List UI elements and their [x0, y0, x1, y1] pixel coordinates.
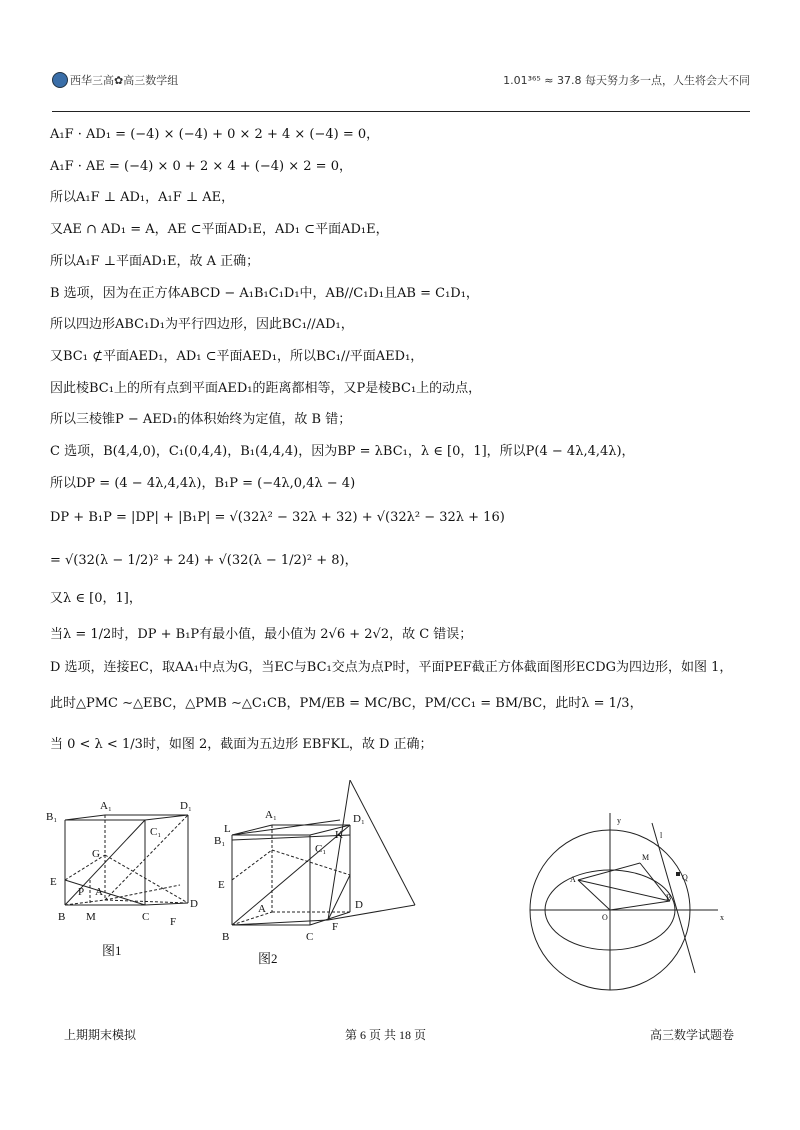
fig1-label: B [58, 911, 66, 923]
text-line: 又AE ∩ AD₁ = A，AE ⊂平面AD₁E，AD₁ ⊂平面AD₁E， [50, 222, 389, 237]
header-rule [52, 111, 750, 112]
text-line: 当λ = 1/2时，DP + B₁P有最小值，最小值为 2√6 + 2√2，故 C 错误； [50, 627, 473, 642]
fig1-label: D₁ [180, 800, 192, 812]
fig2-label: D₁ [353, 813, 365, 825]
text-line: 所以A₁F ⊥平面AD₁E，故 A 正确； [50, 254, 260, 269]
fig1-caption: 图1 [102, 943, 122, 958]
point-q-marker [676, 872, 680, 876]
fig2-label: C₁ [315, 843, 327, 855]
text-line: 因此棱BC₁上的所有点到平面AED₁的距离都相等，又P是棱BC₁上的动点， [50, 381, 482, 396]
text-line: 当 0 < λ < 1/3时，如图 2，截面为五边形 EBFKL，故 D 正确； [50, 737, 433, 752]
text-line: B 选项，因为在正方体ABCD − A₁B₁C₁D₁中，AB//C₁D₁且AB = C₁D₁， [50, 286, 479, 301]
footer-right: 高三数学试题卷 [650, 1028, 735, 1042]
fig2-label: B₁ [214, 835, 226, 847]
fig1-label: P [78, 886, 85, 898]
page-header [52, 72, 750, 94]
fig1-label: F [170, 916, 177, 928]
fig2-label: A [258, 903, 266, 915]
text-line: A₁F · AE = (−4) × 0 + 2 × 4 + (−4) × 2 = 0， [50, 159, 352, 174]
text-line: C 选项，B(4,4,0)，C₁(0,4,4)，B₁(4,4,4)，因为BP = λBC₁，λ ∈ [0，1]，所以P(4 − 4λ,4,4λ)， [50, 444, 635, 459]
fig2-label: K [335, 829, 343, 841]
fig2-label: L [224, 823, 231, 835]
figure-2-cube [210, 780, 430, 980]
fig1-label: E [50, 876, 57, 888]
fig1-label: C₁ [150, 826, 162, 838]
fig2-label: E [218, 879, 225, 891]
text-line: A₁F · AD₁ = (−4) × (−4) + 0 × 2 + 4 × (−4) = 0， [50, 127, 380, 142]
text-line: D 选项，连接EC，取AA₁中点为G，当EC与BC₁交点为点P时，平面PEF截正方体截面图形ECDG为四边形，如图 1， [50, 660, 733, 675]
fig1-label: A [95, 886, 103, 898]
text-line: 所以DP = (4 − 4λ,4,4λ)，B₁P = (−4λ,0,4λ − 4) [50, 476, 356, 491]
fig2-label: A₁ [265, 809, 277, 821]
fig3-label: B [666, 893, 672, 902]
footer-left: 上期期末模拟 [64, 1028, 137, 1042]
fig3-label: y [617, 816, 621, 825]
header-school: 西华三高✿高三数学组 [70, 74, 179, 87]
fig3-label: A [570, 875, 576, 884]
fig3-label: O [602, 913, 608, 922]
text-line: 此时△PMC ∼△EBC，△PMB ∼△C₁CB，PM/EB = MC/BC，PM/CC₁ = BM/BC，此时λ = 1/3， [50, 696, 643, 711]
header-motto: 1.01³⁶⁵ ≈ 37.8 每天努力多一点，人生将会大不同 [503, 74, 750, 87]
fig1-label: C [142, 911, 150, 923]
fig2-caption: 图2 [258, 951, 278, 966]
fig2-label: F [332, 921, 339, 933]
text-line: 所以三棱锥P − AED₁的体积始终为定值，故 B 错； [50, 412, 352, 427]
fig1-label: M [86, 911, 96, 923]
school-logo-icon [52, 72, 68, 88]
fig1-label: B₁ [46, 811, 58, 823]
fig3-label: Q [682, 873, 688, 882]
fig2-label: C [306, 931, 314, 943]
fig1-label: G [92, 848, 100, 860]
text-line: 又λ ∈ [0，1]， [50, 591, 142, 606]
text-line: 又BC₁ ⊄平面AED₁，AD₁ ⊂平面AED₁，所以BC₁//平面AED₁， [50, 349, 424, 364]
fig3-label: x [720, 913, 724, 922]
fig2-label: D [355, 899, 363, 911]
text-line: = √(32(λ − 1/2)² + 24) + √(32(λ − 1/2)² + 8)， [50, 553, 358, 568]
figure-3-ellipse [520, 808, 735, 993]
text-line: DP + B₁P = |DP| + |B₁P| = √(32λ² − 32λ + 32) + √(32λ² − 32λ + 16) [50, 510, 505, 525]
fig2-label: B [222, 931, 230, 943]
fig1-label: D [190, 898, 198, 910]
text-line: 所以四边形ABC₁D₁为平行四边形，因此BC₁//AD₁， [50, 317, 354, 332]
fig1-label: A₁ [100, 800, 112, 812]
figure-1-cube [40, 795, 220, 975]
fig3-label: l [660, 831, 663, 840]
text-line: 所以A₁F ⊥ AD₁，A₁F ⊥ AE， [50, 190, 235, 205]
footer-page-number: 第 6 页 共 18 页 [345, 1028, 427, 1042]
fig3-label: M [642, 853, 650, 862]
